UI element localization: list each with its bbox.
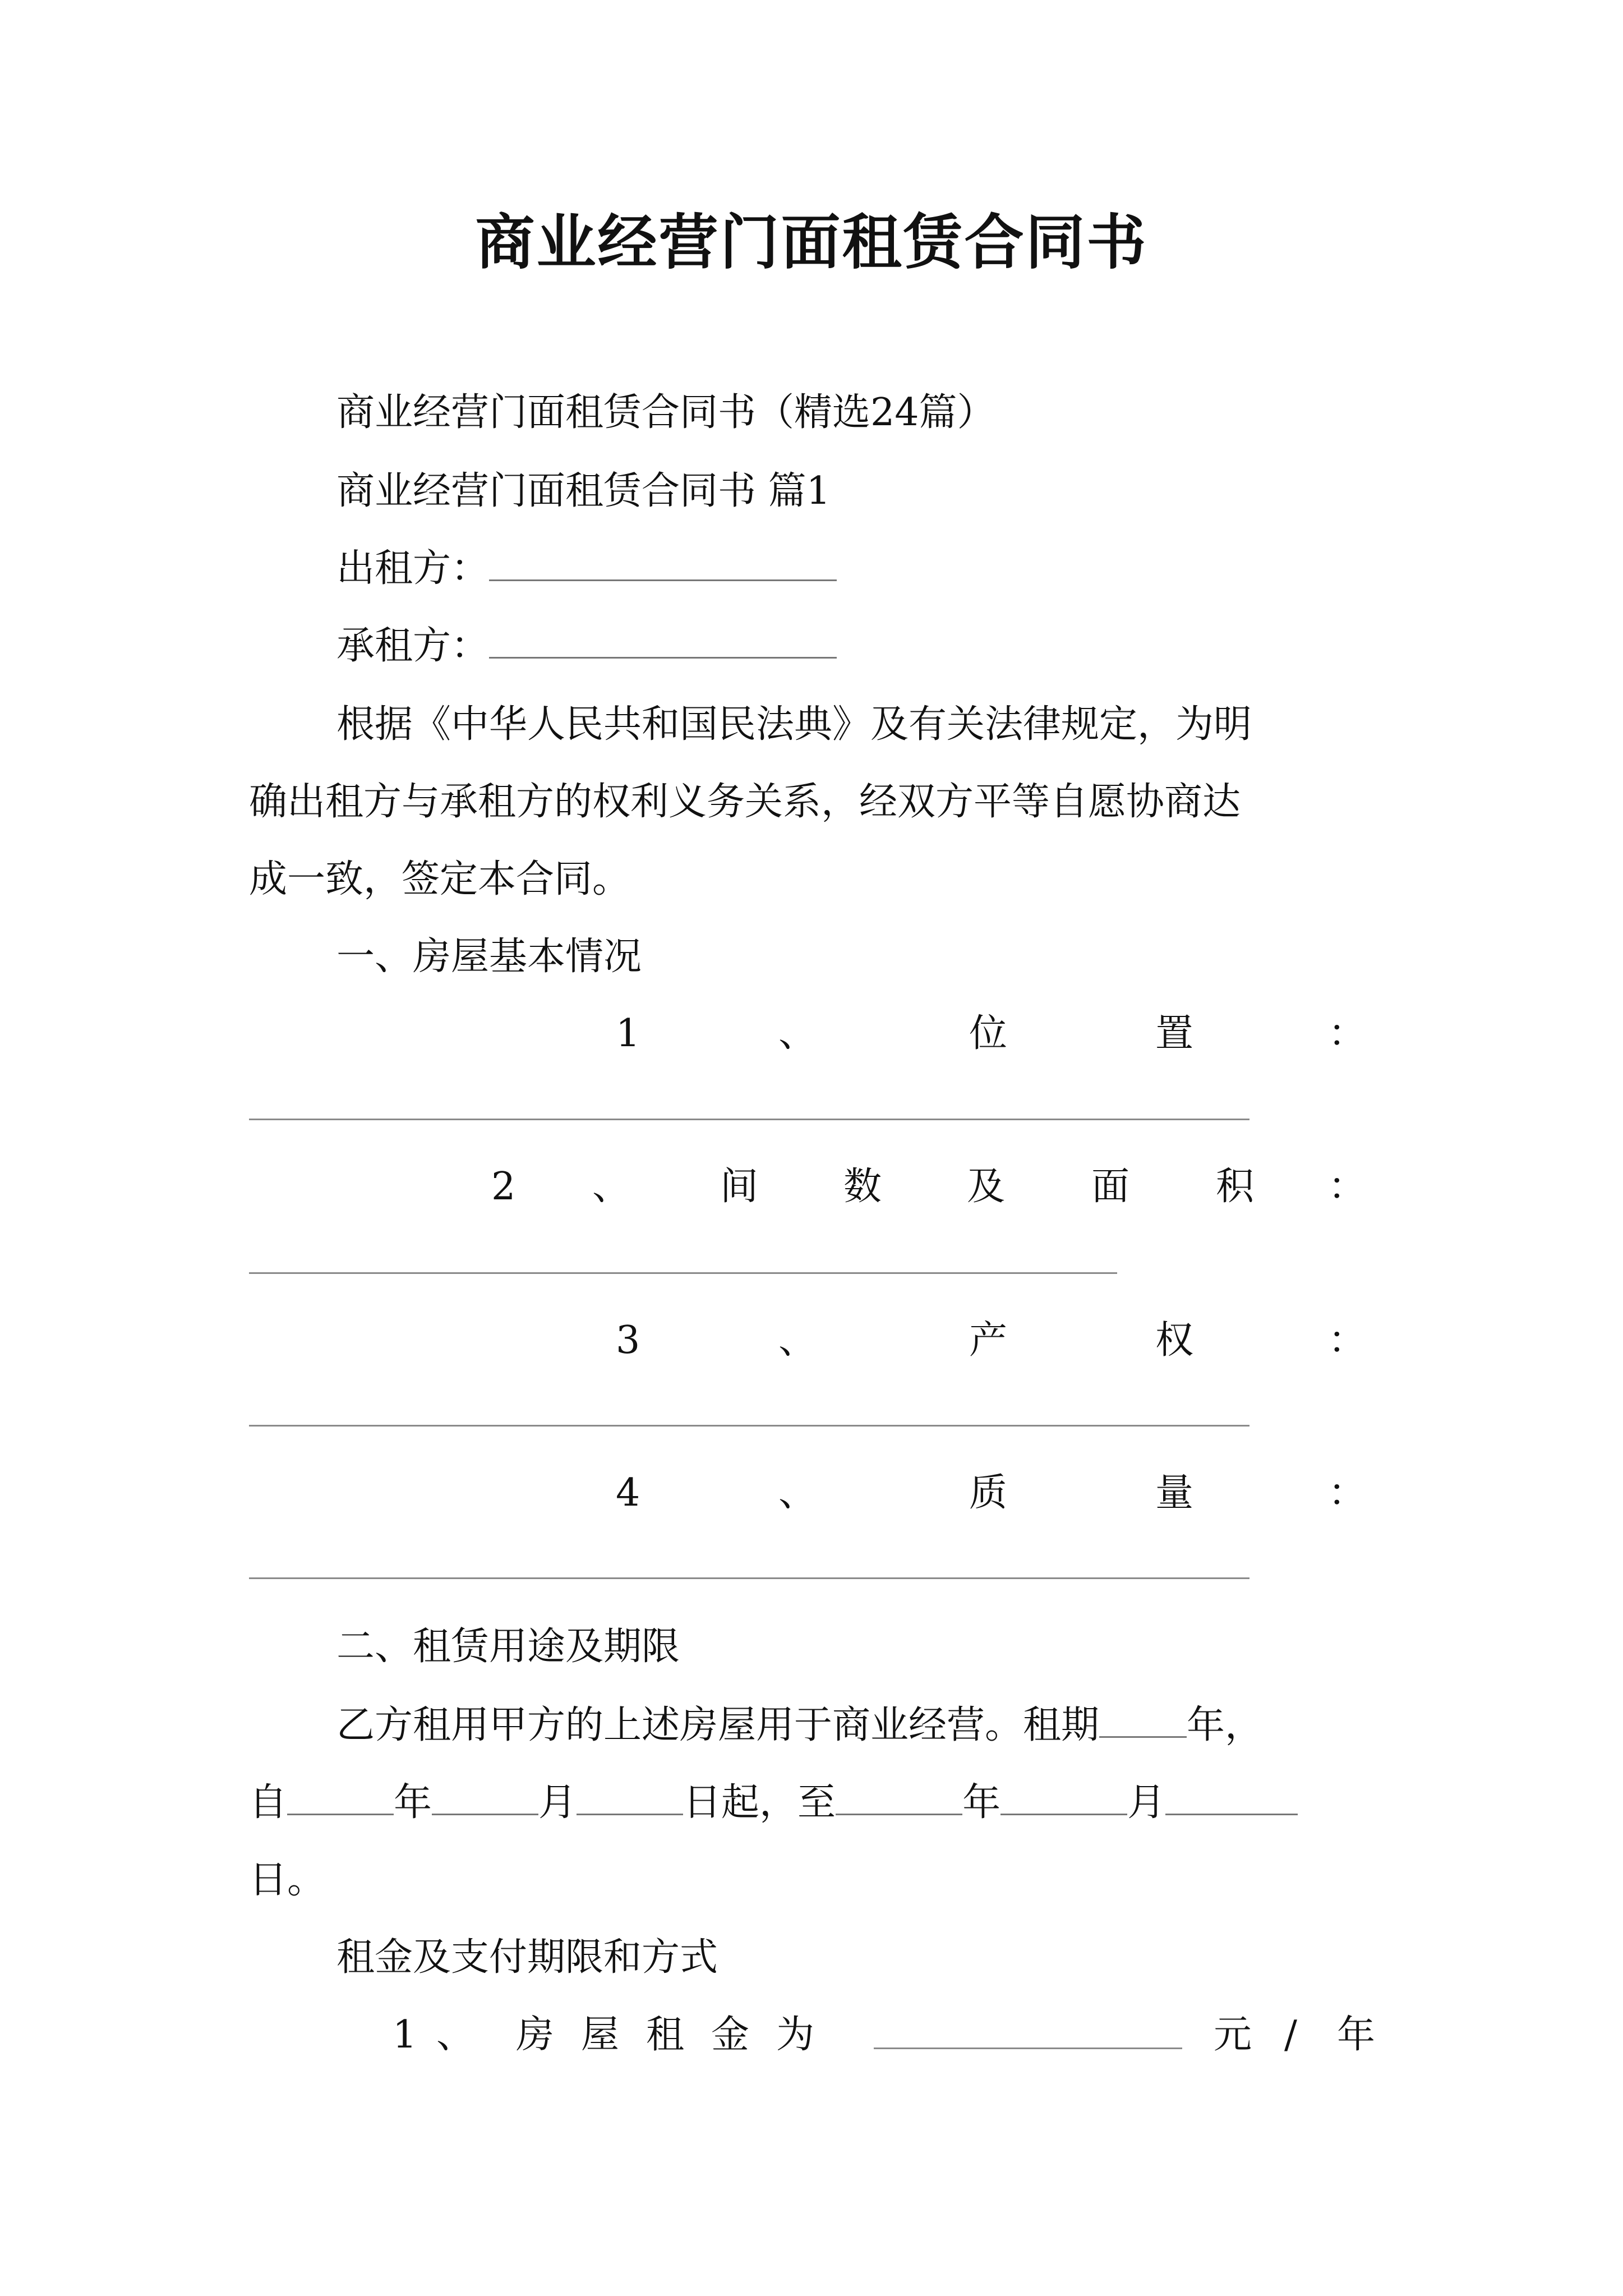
term-line-1-unit: 年， [1187, 1703, 1264, 1747]
term-line-3: 日。 [249, 1858, 326, 1902]
rent-char-4: 金 [711, 2013, 750, 2057]
item-4-number: 4 [616, 1471, 640, 1515]
item-2-char-3: 及 [967, 1165, 1006, 1209]
rent-char-5: 为 [776, 2013, 815, 2057]
item-2-number: 2 [491, 1165, 516, 1209]
item-3-separator: 、 [778, 1318, 817, 1363]
lessor-line [336, 542, 837, 596]
rent-unit-slash: / [1284, 2013, 1297, 2057]
term-from-label: 自 [249, 1780, 288, 1825]
lessee-blank[interactable] [489, 620, 837, 659]
item-2-blank[interactable] [249, 1272, 1117, 1274]
start-day-blank[interactable] [577, 1777, 683, 1815]
item-2-char-5: 积 [1216, 1165, 1255, 1209]
item-2-colon: ： [1328, 1165, 1367, 1209]
intro-line-2: 确出租方与承租方的权利义务关系，经双方平等自愿协商达 [249, 780, 1241, 824]
page-title: 商业经营门面租赁合同书 [475, 207, 1148, 277]
item-4-colon: ： [1328, 1471, 1367, 1515]
item-2-char-1: 间 [720, 1165, 759, 1209]
rent-separator: 、 [436, 2013, 475, 2057]
item-3-colon: ： [1328, 1318, 1367, 1363]
lessee-line [336, 619, 837, 673]
subtitle: 商业经营门面租赁合同书（精选24篇） [336, 390, 995, 435]
section3-heading: 租金及支付期限和方式 [336, 1935, 718, 1980]
lessee-label: 承租方： [336, 624, 490, 668]
section2-heading: 二、租赁用途及期限 [336, 1625, 680, 1669]
item-3-char-2: 权 [1155, 1318, 1194, 1363]
item-1-separator: 、 [778, 1011, 817, 1056]
intro-line-1: 根据《中华人民共和国民法典》及有关法律规定，为明 [336, 702, 1252, 747]
rent-char-2: 屋 [581, 2013, 620, 2057]
item-2-separator: 、 [592, 1165, 631, 1209]
rent-number: 1 [393, 2013, 417, 2057]
rent-unit-1: 元 [1214, 2013, 1252, 2057]
item-3-char-1: 产 [969, 1318, 1008, 1363]
end-day-blank[interactable] [1165, 1777, 1298, 1815]
term-line-1 [336, 1699, 1263, 1752]
rent-char-1: 房 [516, 2013, 555, 2057]
item-1-blank[interactable] [249, 1119, 1249, 1120]
rent-char-3: 租 [646, 2013, 685, 2057]
intro-line-3: 成一致，签定本合同。 [249, 857, 631, 901]
start-year-blank[interactable] [287, 1777, 394, 1815]
section1-heading: 一、房屋基本情况 [336, 935, 642, 979]
start-month-blank[interactable] [432, 1777, 538, 1815]
item-4-char-1: 质 [969, 1471, 1008, 1515]
item-1-number: 1 [616, 1011, 640, 1056]
end-year-blank[interactable] [836, 1777, 962, 1815]
term-year-label: 年 [394, 1780, 432, 1825]
rent-amount-blank[interactable] [874, 2047, 1182, 2049]
term-month-label: 月 [538, 1780, 577, 1825]
item-3-blank[interactable] [249, 1425, 1249, 1427]
item-3-number: 3 [616, 1318, 640, 1363]
item-2-char-2: 数 [843, 1165, 882, 1209]
term-line-1-text: 乙方租用甲方的上述房屋用于商业经营。租期 [336, 1703, 1100, 1747]
term-line-2 [249, 1776, 1298, 1830]
item-4-char-2: 量 [1155, 1471, 1194, 1515]
lessor-label: 出租方： [336, 546, 490, 591]
item-2-char-4: 面 [1091, 1165, 1130, 1209]
item-4-separator: 、 [778, 1471, 817, 1515]
item-4-blank[interactable] [249, 1577, 1249, 1579]
lessor-blank[interactable] [489, 542, 837, 581]
item-1-char-2: 置 [1155, 1011, 1194, 1056]
rent-unit-2: 年 [1337, 2013, 1376, 2057]
end-month-blank[interactable] [1000, 1777, 1127, 1815]
lease-years-blank[interactable] [1099, 1699, 1187, 1738]
term-month2-label: 月 [1127, 1780, 1166, 1825]
term-year2-label: 年 [962, 1780, 1001, 1825]
term-to-label: 日起，至 [683, 1780, 836, 1825]
item-1-colon: ： [1328, 1011, 1367, 1056]
item-1-char-1: 位 [969, 1011, 1008, 1056]
part-heading: 商业经营门面租赁合同书 篇1 [336, 469, 831, 513]
